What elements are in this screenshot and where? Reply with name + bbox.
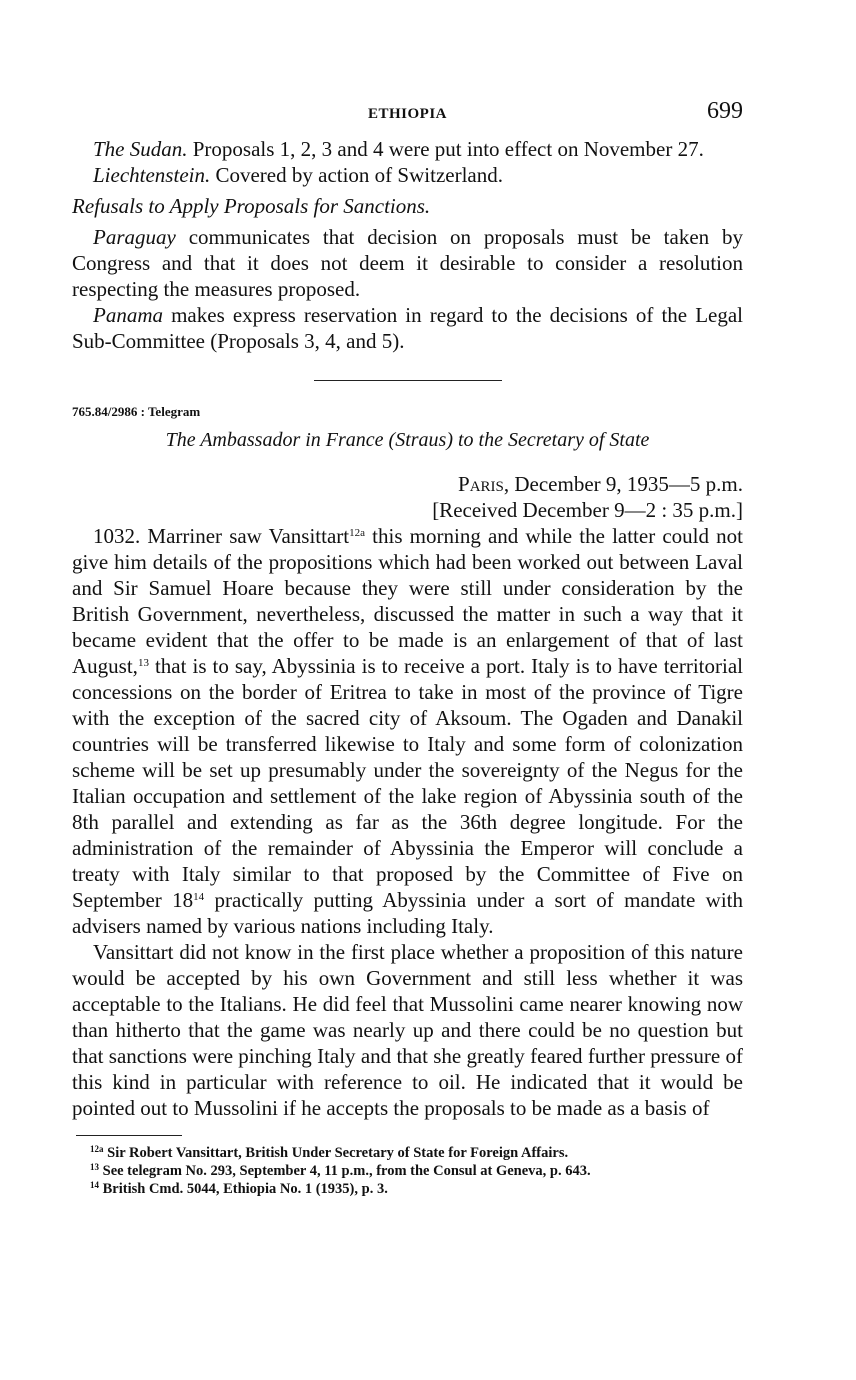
body-paragraph-2: Vansittart did not know in the first place whether a proposition of this nature would be accepted by his own Government and still less whether it was acceptable to the Italians. He did feel that Mussolini came nearer knowing now than hitherto that the game was nearly up and there could be no question but that sanctions were pinching Italy and that she greatly feared further pressure of this kind in particular with reference to oil. He indicated that it would be pointed out to Mussolini if he accepts the proposals to be made as a basis of [72, 940, 743, 1120]
sudan-label: The Sudan. [93, 137, 188, 161]
body-text: practically putting Abyssinia under a sort of mandate with advisers named by various nations including Italy. [72, 888, 743, 938]
running-title: ETHIOPIA [367, 106, 447, 122]
footnote-mark: 14 [90, 1180, 99, 1190]
footnote-divider [76, 1135, 182, 1136]
footnote-text: See telegram No. 293, September 4, 11 p.m., from the Consul at Geneva, p. 643. [102, 1163, 591, 1179]
refusals-heading [72, 193, 743, 219]
refusals-heading-text: Refusals to Apply Proposals for Sanctions. [72, 194, 431, 218]
sudan-text: Proposals 1, 2, 3 and 4 were put into effect on November 27. [192, 137, 704, 161]
liechtenstein-label: Liechtenstein. [93, 163, 211, 187]
footnote [72, 1180, 743, 1198]
page-number: 699 [707, 98, 743, 124]
section-divider [314, 380, 502, 381]
body-text: this morning and while the latter could not give him details of the propositions which had been worked out between Laval and Sir Samuel Hoare because they were still under consideration by the British Government, nevertheless, discussed the matter in such a way that it became evident that the offer to be made is an enlargement of that of last August, [72, 524, 744, 678]
received-line: [Received December 9—2 : 35 p.m.] [432, 498, 743, 522]
place-city: Paris [458, 472, 504, 496]
footnote-mark: 12a [90, 1144, 104, 1154]
file-reference: 765.84/2986 : Telegram [72, 404, 201, 419]
place-date: , December 9, 1935—5 p.m. [503, 472, 743, 496]
body-text: that is to say, Abyssinia is to receive a port. Italy is to have territorial concessions on the border of Eritrea to take in most of the province of Tigre with the exception of the sacred city of Aksoum. The Ogaden and Danakil countries will be transferred likewise to Italy and some form of colonization scheme will be set up presumably under the sovereignty of the Negus for the Italian occupation and settlement of the lake region of Abyssinia south of the 8th parallel and extending as far as the 36th degree longitude. For the administration of the remainder of Abyssinia the Emperor will conclude a treaty with Italy similar to that proposed by the Committee of Five on September 18 [72, 654, 743, 912]
panama-text: makes express reservation in regard to the decisions of the Legal Sub-Committee (Proposals 3, 4, and 5). [72, 303, 743, 353]
running-header [72, 96, 743, 136]
footnote-ref: 12a [349, 527, 365, 539]
liechtenstein-text: Covered by action of Switzerland. [215, 163, 503, 187]
paraguay-paragraph [72, 224, 743, 302]
panama-paragraph [72, 302, 743, 354]
document-title: The Ambassador in France (Straus) to the Secretary of State [165, 429, 650, 451]
paraguay-text: communicates that decision on proposals must be taken by Congress and that it does not deem it desirable to consider a resolution respecting the measures proposed. [72, 225, 744, 301]
footnote-text: British Cmd. 5044, Ethiopia No. 1 (1935), p. 3. [102, 1181, 388, 1197]
body-paragraph-1 [72, 523, 743, 939]
dateline [72, 471, 743, 497]
footnote-ref: 14 [193, 891, 205, 903]
paraguay-label: Paraguay [93, 225, 176, 249]
footnote-text: Sir Robert Vansittart, British Under Secretary of State for Foreign Affairs. [107, 1145, 569, 1161]
footnote [72, 1144, 743, 1162]
panama-label: Panama [93, 303, 163, 327]
liechtenstein-paragraph [72, 162, 743, 188]
document-page [72, 96, 743, 1198]
footnote [72, 1162, 743, 1180]
footnote-ref: 13 [137, 657, 149, 669]
body-text: 1032. Marriner saw Vansittart [93, 524, 350, 548]
sudan-paragraph [72, 136, 743, 162]
footnote-mark: 13 [90, 1162, 99, 1172]
